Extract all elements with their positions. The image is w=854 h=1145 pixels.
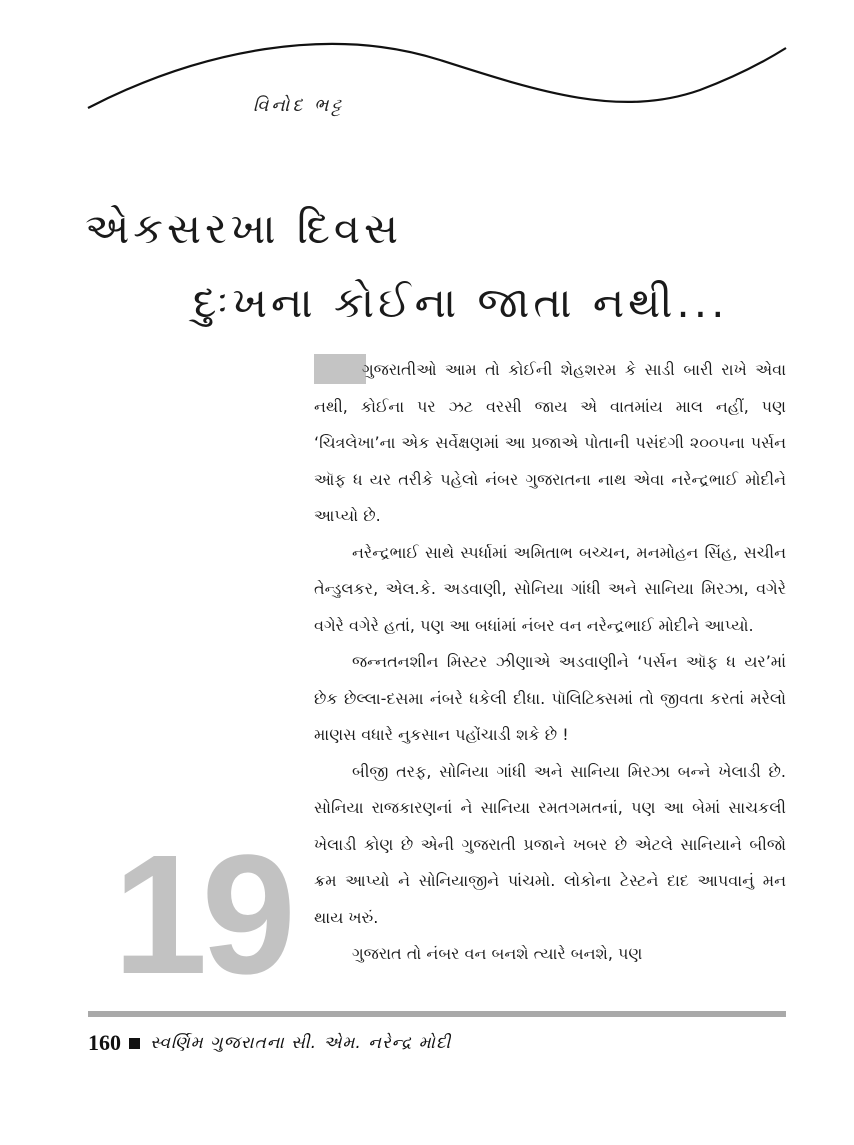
footer-divider: [88, 1011, 786, 1017]
page-footer: [88, 1030, 451, 1056]
paragraph-1-text: ગુજરાતીઓ આમ તો કોઈની શેહશરમ કે સાડી બારી રાખે એવા નથી, કોઈના પર ઝટ વરસી જાય એ વાતમાંય માલ નહીં, પણ ‘ચિત્રલેખા’ના એક સર્વેક્ષણમાં આ પ્રજાએ પોતાની પસંદગી ૨૦૦૫ના પર્સન ઑફ ધ યર તરીકે પહેલો નંબર ગુજરાતના નાથ એવા નરેન્દ્રભાઈ મોદીને આપ્યો છે.: [314, 360, 786, 525]
page-number: 160: [88, 1030, 121, 1055]
square-bullet-icon: [129, 1038, 140, 1049]
paragraph-2: નરેન્દ્રભાઈ સાથે સ્પર્ધામાં અમિતાભ બચ્ચન, મનમોહન સિંહ, સચીન તેન્ડુલકર, એલ.કે. અડવાણી, સોનિયા ગાંધી અને સાનિયા મિરઝા, વગેરે વગેરે વગેરે હતાં, પણ આ બધાંમાં નંબર વન નરેન્દ્રભાઈ મોદીને આપ્યો.: [314, 542, 786, 635]
paragraph-4: બીજી તરફ, સોનિયા ગાંધી અને સાનિયા મિરઝા બન્ને ખેલાડી છે. સોનિયા રાજકારણનાં ને સાનિયા રમતગમતનાં, પણ આ બેમાં સાચકલી ખેલાડી કોણ છે એની ગુજરાતી પ્રજાને ખબર છે એટલે સાનિયાને બીજો ક્રમ આપ્યો ને સોનિયાજીને પાંચમો. લોકોના ટેસ્ટને દાદ આપવાનું મન થાય ખરું.: [314, 761, 786, 927]
paragraph-1: [314, 352, 786, 535]
paragraph-5: ગુજરાત તો નંબર વન બનશે ત્યારે બનશે, પણ: [352, 944, 643, 963]
running-book-title: સ્વર્ણિમ ગુજરાતના સી. એમ. નરેન્દ્ર મોદી: [150, 1033, 452, 1053]
chapter-number: 19: [113, 820, 291, 1010]
chapter-title-line-2: દુઃખના કોઈના જાતા નથી...: [193, 278, 729, 327]
drop-cap-highlight: [314, 354, 366, 384]
paragraph-3: જન્નતનશીન મિસ્ટર ઝીણાએ અડવાણીને ‘પર્સન ઑફ ધ યર’માં છેક છેલ્લા-દસમા નંબરે ધકેલી દીધા. પૉલિટિક્સમાં તો જીવતા કરતાં મરેલો માણસ વધારે નુકસાન પહોંચાડી શકે છે !: [314, 652, 786, 744]
chapter-body: [314, 352, 786, 973]
chapter-title-line-1: એકસરખા દિવસ: [85, 204, 403, 253]
author-name: વિનોદ ભટ્ટ: [253, 95, 345, 116]
decorative-wave-line: [0, 0, 854, 130]
